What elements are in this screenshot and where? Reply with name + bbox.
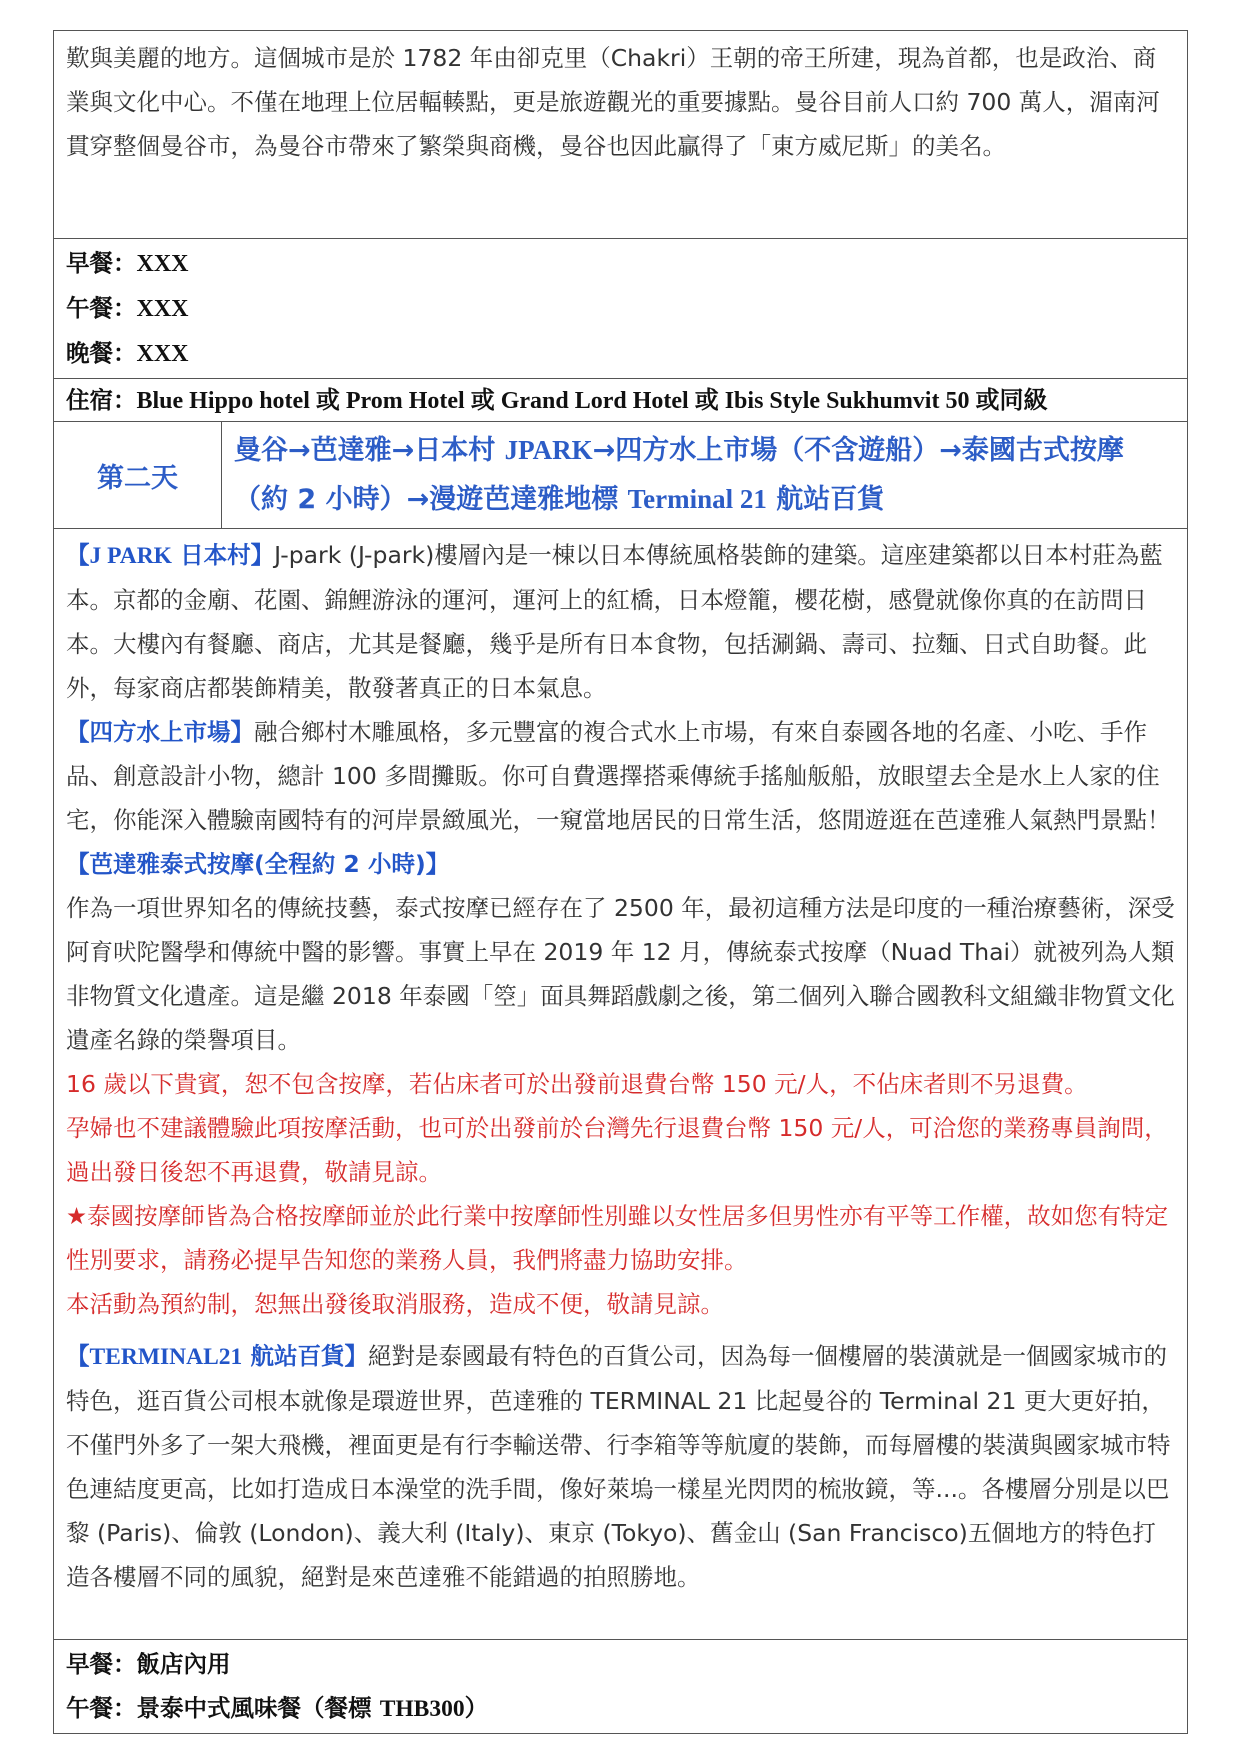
bangkok-intro-text: 歎與美麗的地方。這個城市是於 1782 年由卻克里（Chakri）王朝的帝王所建，現為首都，也是政治、商業與文化中心。不僅在地理上位居輻輳點，更是旅遊觀光的重要據點。曼谷目前人口約 700 萬人，湄南河貫穿整個曼谷市，為曼谷市帶來了繁榮與商機，曼谷也因此贏得了「東方威尼斯」的美名。 [66,44,1160,160]
massage-heading: 【芭達雅泰式按摩(全程約 2 小時)】 [66,850,450,878]
lunch-line [66,286,1175,331]
massage-notice-pregnant: 孕婦也不建議體驗此項按摩活動，也可於出發前於台灣先行退費台幣 150 元/人，可洽您的業務專員詢問，過出發日後恕不再退費，敬請見諒。 [66,1114,1168,1186]
day2-header-row [54,422,1188,529]
itinerary-table [53,30,1188,1734]
hotel-value: Blue Hippo hotel 或 Prom Hotel 或 Grand Lord Hotel 或 Ibis Style Sukhumvit 50 或同級 [136,387,1048,414]
breakfast-label: 早餐： [66,249,137,277]
day2-label: 第二天 [97,462,178,494]
terminal21-heading-rest: 航站百貨】 [242,1342,368,1370]
intro-cell [54,31,1188,239]
jpark-paragraph [66,533,1175,710]
market-paragraph [66,710,1175,842]
massage-notice-booking: 本活動為預約制，恕無出發後取消服務，造成不便，敬請見諒。 [66,1290,724,1318]
spacer [66,1326,1175,1334]
day2-lunch-price: THB300 [379,1696,465,1722]
intro-row [54,31,1188,239]
jpark-heading [66,541,274,569]
terminal21-heading [66,1342,368,1370]
hotel-cell [54,379,1188,422]
day2-breakfast-line [66,1642,1175,1686]
terminal21-heading-latin: TERMINAL21 [89,1344,243,1370]
day2-lunch-line [66,1686,1175,1731]
day2-lunch-close: ） [464,1694,489,1722]
market-text: 融合鄉村木雕風格，多元豐富的複合式水上市場，有來自泰國各地的名產、小吃、手作品、創意設計小物，總計 100 多間攤販。你可自費選擇搭乘傳統手搖舢舨船，放眼望去全是水上人家的住宅，你能深入體驗南國特有的河岸景緻風光，一窺當地居民的日常生活，悠閒遊逛在芭達雅人氣熱門景點！ [66,718,1171,834]
massage-notice-gender: ★泰國按摩師皆為合格按摩師並於此行業中按摩師性別雖以女性居多但男性亦有平等工作權，故如您有特定性別要求，請務必提早告知您的業務人員，我們將盡力協助安排。 [66,1202,1169,1274]
dinner-value: XXX [136,341,189,367]
day-title-cell [222,422,1188,529]
market-heading: 【四方水上市場】 [66,718,254,746]
jpark-heading-latin: J PARK [89,543,172,569]
terminal21-text: 絕對是泰國最有特色的百貨公司，因為每一個樓層的裝潢就是一個國家城市的特色，逛百貨公司根本就像是環遊世界，芭達雅的 TERMINAL 21 比起曼谷的 Terminal 21 更大更好拍，不僅門外多了一架大飛機，裡面更是有行李輸送帶、行李箱等等航廈的裝飾，而每層樓的裝潢與國家城市特色連結度更高，比如打造成日本澡堂的洗手間，像好萊塢一樣星光閃閃的梳妝鏡，等...。各樓層分別是以巴黎 (Paris)、倫敦 (London)、義大利 (Italy)、東京 (Tokyo)、舊金山 (San Francisco)五個地方的特色打造各樓層不同的風貌，絕對是來芭達雅不能錯過的拍照勝地。 [66,1342,1171,1591]
day1-meals-cell [54,239,1188,379]
day2-content-cell [54,529,1188,1640]
dinner-label: 晚餐： [66,339,137,367]
day1-meals-row [54,239,1188,379]
hotel-label: 住宿： [66,385,137,414]
terminal21-heading-open: 【 [66,1342,90,1370]
jpark-text: J-park (J-park)樓層內是一棟以日本傳統風格裝飾的建築。這座建築都以日本村莊為藍本。京都的金廟、花園、錦鯉游泳的運河，運河上的紅橋，日本燈籠，櫻花樹，感覺就像你真的在訪問日本。大樓內有餐廳、商店，尤其是餐廳，幾乎是所有日本食物，包括涮鍋、壽司、拉麵、日式自助餐。此外，每家商店都裝飾精美，散發著真正的日本氣息。 [66,541,1163,702]
breakfast-line [66,241,1175,286]
route-part-1: 曼谷→芭達雅→日本村 [234,435,505,466]
day-label-cell [54,422,222,529]
jpark-heading-open: 【 [66,541,90,569]
massage-text: 作為一項世界知名的傳統技藝，泰式按摩已經存在了 2500 年，最初這種方法是印度的一種治療藝術，深受阿育吠陀醫學和傳統中醫的影響。事實上早在 2019 年 12 月，傳統泰式按摩（Nuad Thai）就被列為人類非物質文化遺產。這是繼 2018 年泰國「箜」面具舞蹈戲劇之後，第二個列入聯合國教科文組織非物質文化遺產名錄的榮譽項目。 [66,894,1175,1054]
jpark-heading-rest: 日本村】 [171,541,275,569]
route-jpark: JPARK [504,435,593,465]
day2-meals-cell [54,1640,1188,1734]
dinner-line [66,331,1175,376]
day2-lunch-value: 景泰中式風味餐（餐標 [136,1694,380,1722]
day2-lunch-label: 午餐： [66,1694,137,1722]
route-part-2: →四方水上市場（不含遊船）→泰國古式按摩（約 2 小時）→漫遊芭達雅地標 [234,435,1124,515]
massage-notice-age: 16 歲以下貴賓，恕不包含按摩，若佔床者可於出發前退費台幣 150 元/人，不佔床者則不另退費。 [66,1070,1088,1098]
day2-breakfast-value: 飯店內用 [136,1650,231,1678]
day2-route-title [234,426,1175,524]
day2-content-row [54,529,1188,1640]
route-terminal21: Terminal 21 [627,484,767,514]
day2-breakfast-label: 早餐： [66,1650,137,1678]
day2-meals-row [54,1640,1188,1734]
lunch-value: XXX [136,296,189,322]
hotel-row [54,379,1188,422]
hotel-line [66,380,1175,421]
breakfast-value: XXX [136,251,189,277]
route-part-3: 航站百貨 [766,484,885,515]
terminal21-paragraph [66,1334,1175,1599]
lunch-label: 午餐： [66,294,137,322]
